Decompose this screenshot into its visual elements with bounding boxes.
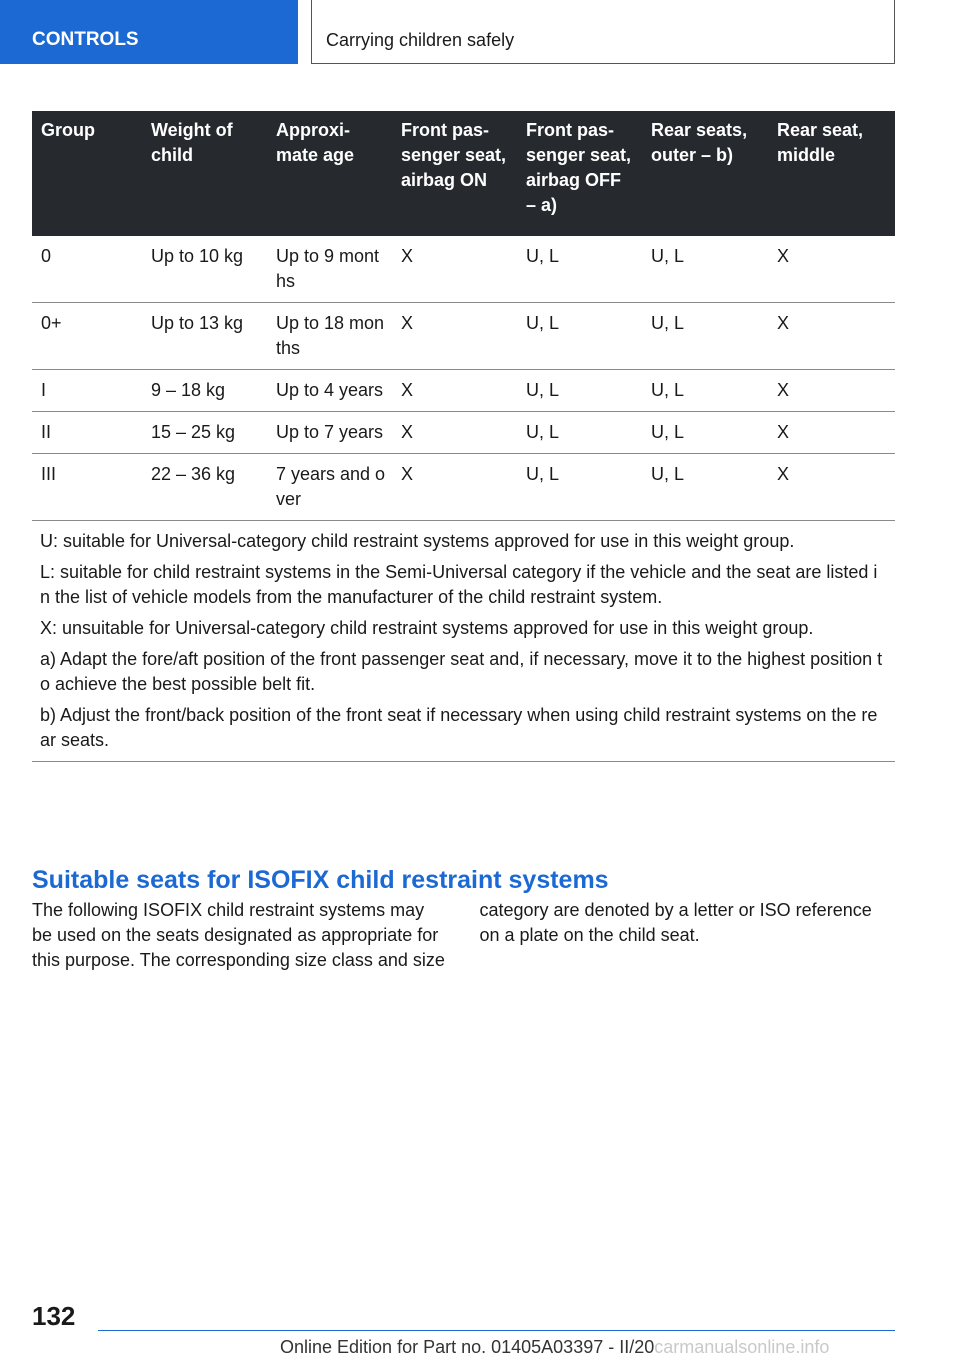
table-cell: X [392, 454, 517, 521]
table-cell: X [392, 412, 517, 454]
table-cell: 0 [32, 236, 142, 303]
table-cell: Up to 10 kg [142, 236, 267, 303]
table-cell: Up to 9 months [267, 236, 392, 303]
table-cell: U, L [517, 412, 642, 454]
table-cell: Up to 7 years [267, 412, 392, 454]
table-cell: 7 years and over [267, 454, 392, 521]
section-body-text: The following ISOFIX child restraint systems may be used on the seats designated as appropriate for this purpose. The corresponding size class and size category are denoted by a letter or ISO reference on a plate on the child seat. [32, 900, 872, 970]
table-row [32, 412, 895, 454]
note-footnote-a: a) Adapt the fore/aft position of the front passenger seat and, if necessary, move it to the highest position to achieve the best possible belt fit. [40, 649, 883, 694]
table-cell: I [32, 370, 142, 412]
column-header-rear-middle: Rear seat, middle [768, 111, 895, 236]
table-cell: III [32, 454, 142, 521]
column-header-front-airbag-off: Front passenger seat, airbag OFF – a) [517, 111, 642, 236]
table-cell: U, L [517, 370, 642, 412]
table-cell: 22 – 36 kg [142, 454, 267, 521]
table-cell: U, L [642, 303, 768, 370]
table-notes-row [32, 521, 895, 762]
table-cell: U, L [517, 236, 642, 303]
table-cell: Up to 4 years [267, 370, 392, 412]
table-cell: Up to 13 kg [142, 303, 267, 370]
table-row [32, 236, 895, 303]
table-cell: X [768, 454, 895, 521]
column-header-front-airbag-on: Front passenger seat, airbag ON [392, 111, 517, 236]
table-cell: II [32, 412, 142, 454]
footer-divider [98, 1330, 895, 1331]
note-footnote-b: b) Adjust the front/back position of the front seat if necessary when using child restraint systems on the rear seats. [40, 705, 878, 750]
section-tab: CONTROLS [0, 0, 298, 64]
table-cell: U, L [517, 454, 642, 521]
table-cell: X [392, 370, 517, 412]
table-row [32, 454, 895, 521]
page-number: 132 [32, 1301, 76, 1331]
table-cell: U, L [517, 303, 642, 370]
page-header-title: Carrying children safely [311, 0, 895, 64]
table-cell: 15 – 25 kg [142, 412, 267, 454]
footer-edition-text: Online Edition for Part no. 01405A03397 - II/20 [280, 1337, 655, 1357]
column-header-age: Approximate age [267, 111, 392, 236]
table-cell: Up to 18 months [267, 303, 392, 370]
table-cell: 9 – 18 kg [142, 370, 267, 412]
table-row [32, 303, 895, 370]
note-unsuitable: X: unsuitable for Universal-category child restraint systems approved for use in this weight group. [40, 618, 814, 638]
table-cell: X [768, 303, 895, 370]
table-cell: U, L [642, 412, 768, 454]
table-cell: X [768, 236, 895, 303]
table-cell: X [392, 303, 517, 370]
section-heading: Suitable seats for ISOFIX child restraint systems [32, 866, 609, 894]
footer-watermark: carmanualsonline.info [654, 1337, 830, 1357]
section-body [32, 898, 895, 973]
note-semi-universal: L: suitable for child restraint systems in the Semi-Universal category if the vehicle and the seat are listed in the list of vehicle models from the manufacturer of the child restraint system. [40, 562, 878, 607]
table-cell: U, L [642, 454, 768, 521]
note-universal: U: suitable for Universal-category child restraint systems approved for use in this weight group. [40, 531, 795, 551]
table-cell: 0+ [32, 303, 142, 370]
table-cell: X [768, 370, 895, 412]
table-cell: X [392, 236, 517, 303]
child-seat-suitability-table [32, 111, 895, 762]
table-row [32, 370, 895, 412]
table-cell: X [768, 412, 895, 454]
footer-edition [280, 1337, 829, 1358]
column-header-rear-outer: Rear seats, outer – b) [642, 111, 768, 236]
table-notes [32, 521, 895, 762]
table-header-row [32, 111, 895, 236]
table-cell: U, L [642, 370, 768, 412]
table-cell: U, L [642, 236, 768, 303]
column-header-group: Group [32, 111, 142, 236]
column-header-weight: Weight of child [142, 111, 267, 236]
